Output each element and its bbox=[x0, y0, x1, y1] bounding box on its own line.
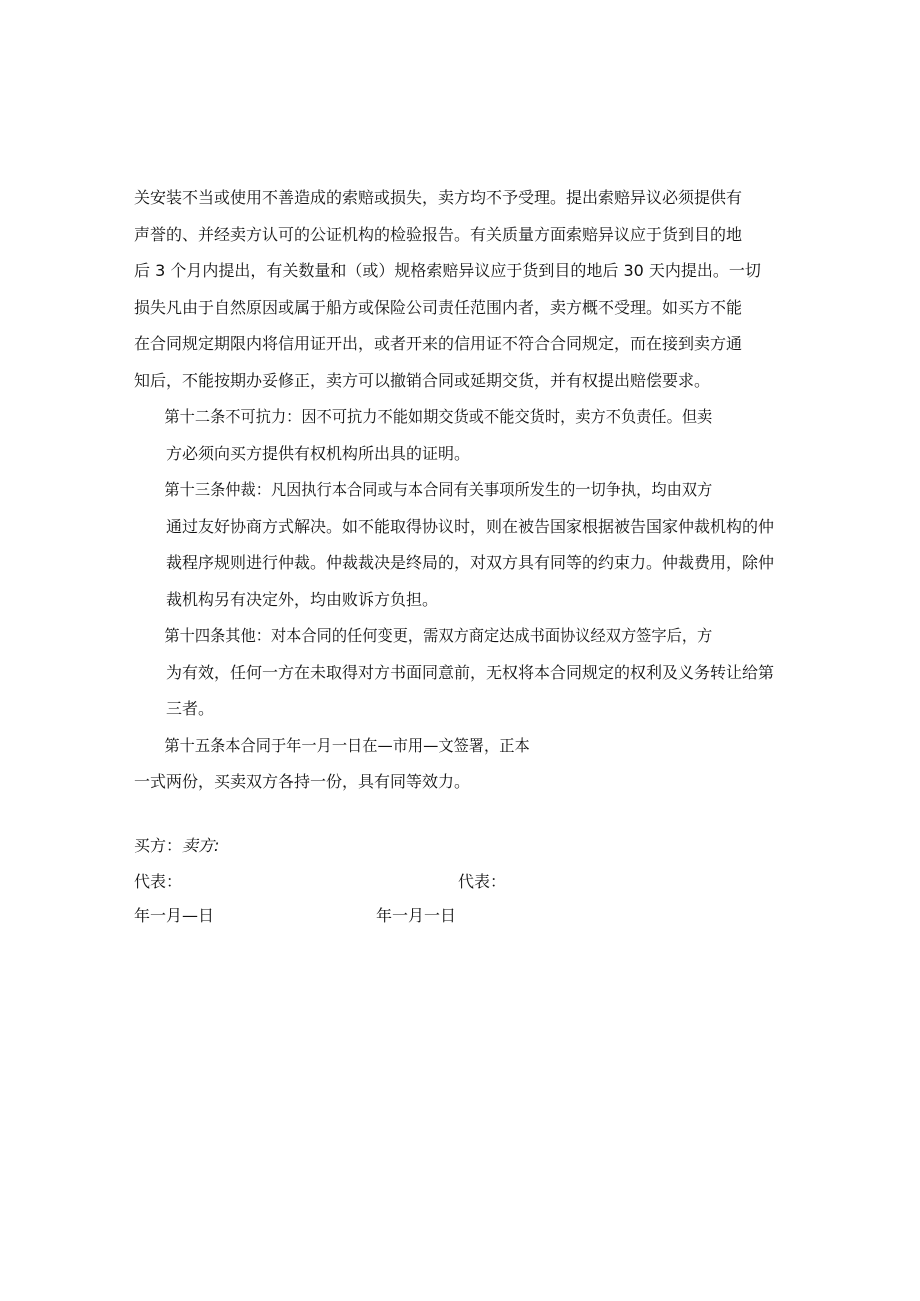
paragraph-article-12 bbox=[134, 399, 788, 472]
text-line: 知后，不能按期办妥修正，卖方可以撤销合同或延期交货，并有权提出赔偿要求。 bbox=[134, 370, 711, 390]
text-line: 损失凡由于自然原因或属于船方或保险公司责任范围内者，卖方概不受理。如买方不能 bbox=[134, 297, 743, 317]
text-line: 在合同规定期限内将信用证开出，或者开来的信用证不符合合同规定，而在接到卖方通 bbox=[134, 334, 743, 353]
paragraph-claims-continued bbox=[134, 180, 788, 399]
text-line: 后 3 个月内提出，有关数量和（或）规格索赔异议应于货到目的地后 30 天内提出。一切 bbox=[134, 261, 761, 280]
text-line: 第十三条仲裁：凡因执行本合同或与本合同有关事项所发生的一切争执，均由双方 bbox=[164, 480, 713, 499]
text-line: 第十二条不可抗力：因不可抗力不能如期交货或不能交货时，卖方不负责任。但卖 bbox=[164, 407, 713, 426]
buyer-representative-label: 代表： bbox=[134, 872, 183, 891]
paragraph-article-15 bbox=[134, 728, 788, 765]
text-line: 第十五条本合同于年一月一日在—市用—文签署，正本 bbox=[164, 735, 530, 755]
buyer-label: 买方： bbox=[134, 836, 183, 855]
text-line: 一式两份，买卖双方各持一份，具有同等效力。 bbox=[134, 772, 471, 791]
seller-date: 年一月一日 bbox=[376, 906, 457, 925]
text-line: 第十四条其他：对本合同的任何变更，需双方商定达成书面协议经双方签字后，方 bbox=[164, 626, 713, 645]
text-line: 裁程序规则进行仲裁。仲裁裁决是终局的，对双方具有同等的约束力。仲裁费用，除仲 bbox=[166, 553, 775, 572]
text-line: 声誉的、并经卖方认可的公证机构的检验报告。有关质量方面索赔异议应于货到目的地 bbox=[134, 224, 743, 244]
text-line: 裁机构另有决定外，均由败诉方负担。 bbox=[166, 589, 439, 609]
text-line: 关安装不当或使用不善造成的索赔或损失，卖方均不予受理。提出索赔异议必须提供有 bbox=[134, 188, 743, 207]
paragraph-article-14 bbox=[134, 618, 788, 728]
paragraph-article-15-continued bbox=[134, 764, 788, 801]
buyer-date: 年一月—日 bbox=[134, 906, 215, 925]
text-line: 通过友好协商方式解决。如不能取得协议时，则在被告国家根据被告国家仲裁机构的仲 bbox=[166, 516, 775, 536]
text-line: 三者。 bbox=[166, 699, 215, 718]
contract-body bbox=[134, 180, 788, 801]
text-line: 方必须向买方提供有权机构所出具的证明。 bbox=[166, 443, 471, 463]
signature-parties bbox=[134, 836, 219, 856]
seller-representative-label: 代表： bbox=[458, 872, 507, 891]
text-line: 为有效，任何一方在未取得对方书面同意前，无权将本合同规定的权利及义务转让给第 bbox=[166, 662, 775, 682]
paragraph-article-13 bbox=[134, 472, 788, 618]
seller-label: 卖方: bbox=[182, 836, 220, 855]
